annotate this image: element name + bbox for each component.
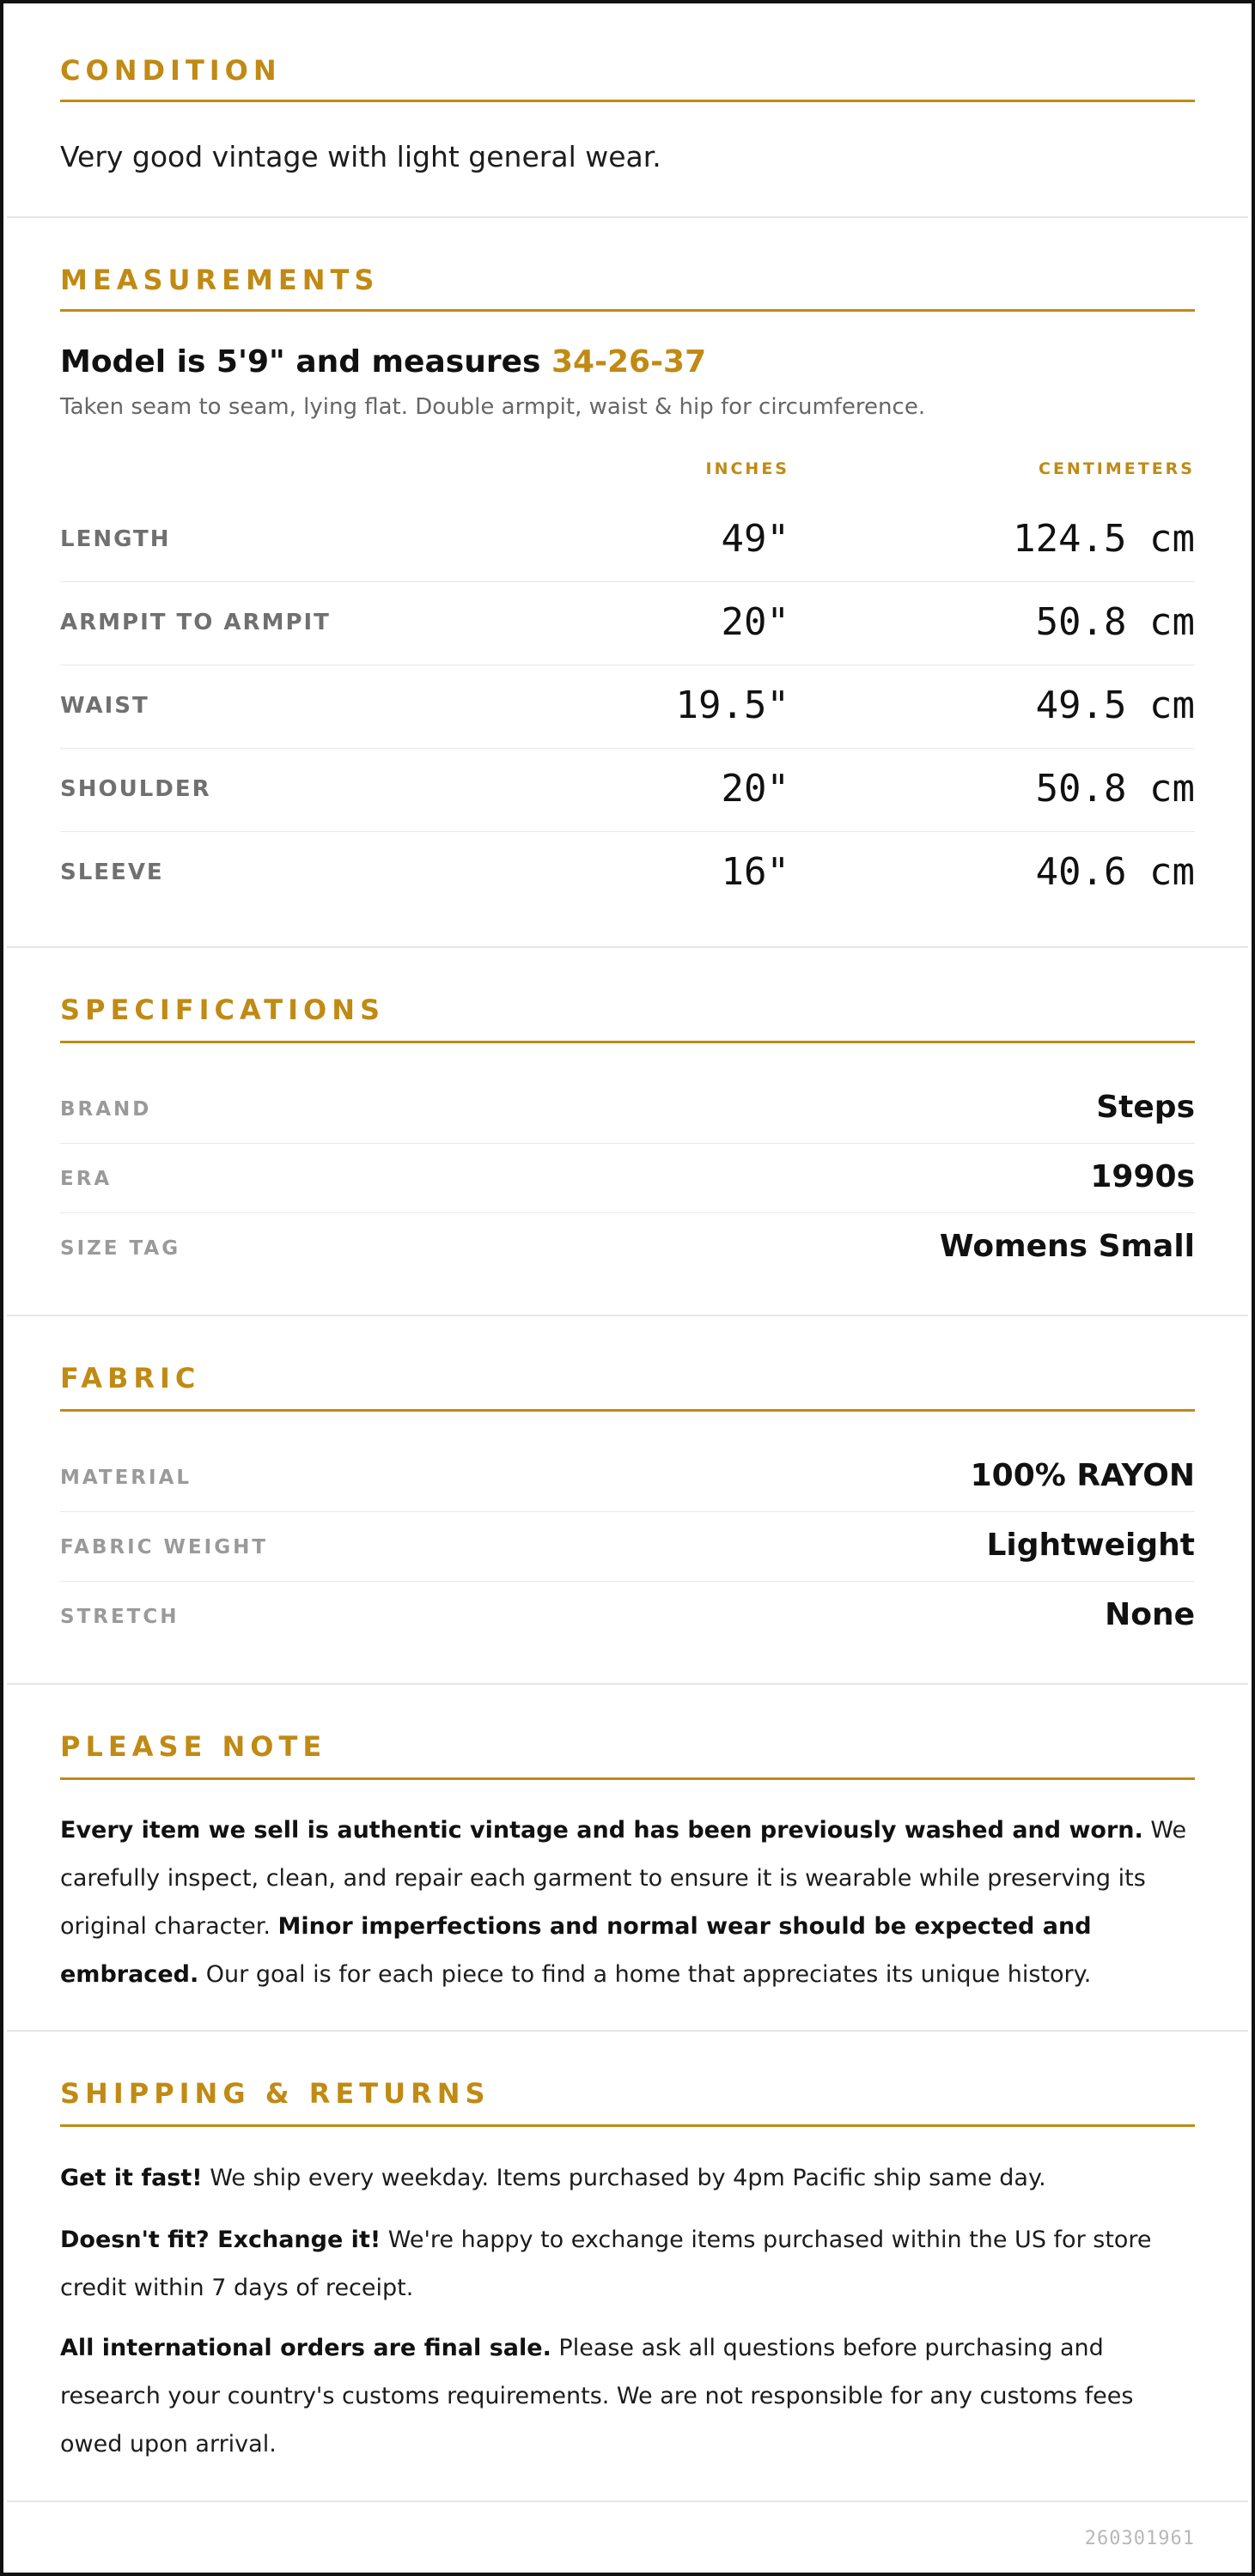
measurement-cm: 50.8 cm (1035, 600, 1195, 644)
measurement-inches: 20" (721, 600, 789, 644)
measurement-cm: 49.5 cm (1035, 683, 1195, 727)
measurement-inches: 19.5" (675, 683, 789, 727)
measurement-row (60, 665, 1195, 749)
measurement-cm: 40.6 cm (1035, 850, 1195, 894)
shipping-fast-text: We ship every weekday. Items purchased by 4pm Pacific ship same day. (202, 2165, 1046, 2191)
note-bold-authentic: Every item we sell is authentic vintage and has been previously washed and worn. (60, 1817, 1143, 1844)
fabric-heading: FABRIC (60, 1362, 201, 1394)
item-id: 260301961 (1084, 2528, 1195, 2549)
specifications-rule (60, 1041, 1195, 1043)
fabric-row (60, 1511, 1195, 1582)
spec-row (60, 1073, 1195, 1144)
shipping-section (7, 2032, 1248, 2502)
shipping-paragraph-fast (60, 2154, 1195, 2202)
fabric-row (60, 1442, 1195, 1512)
measurement-inches: 16" (721, 850, 789, 894)
measurement-row (60, 748, 1195, 832)
spec-row (60, 1143, 1195, 1213)
shipping-exchange-text: We're happy to exchange items purchased within the US for store credit within 7 days of receipt. (60, 2227, 1152, 2301)
measurement-row (60, 831, 1195, 914)
measurements-heading: MEASUREMENTS (60, 264, 380, 296)
shipping-heading: SHIPPING & RETURNS (60, 2077, 490, 2110)
spec-value: 1990s (1090, 1159, 1195, 1194)
fabric-row (60, 1581, 1195, 1650)
please-note-section (7, 1685, 1248, 2032)
condition-section (7, 3, 1248, 218)
measurement-row (60, 581, 1195, 665)
measurement-note: Taken seam to seam, lying flat. Double armpit, waist & hip for circumference. (60, 394, 926, 420)
measurement-label: SHOULDER (60, 776, 211, 802)
fabric-value: None (1105, 1597, 1195, 1632)
centimeters-column-header: CENTIMETERS (1039, 459, 1195, 478)
shipping-exchange-bold: Doesn't fit? Exchange it! (60, 2227, 381, 2253)
fabric-label: MATERIAL (60, 1467, 192, 1489)
measurement-row (60, 498, 1195, 582)
please-note-heading: PLEASE NOTE (60, 1730, 327, 1763)
specifications-heading: SPECIFICATIONS (60, 993, 386, 1026)
specifications-section (7, 948, 1248, 1316)
measurement-label: ARMPIT TO ARMPIT (60, 610, 331, 635)
spec-value: Womens Small (939, 1229, 1195, 1264)
note-text-goal: Our goal is for each piece to find a home that appreciates its unique history. (198, 1961, 1092, 1988)
note-text-inspect: We carefully inspect, clean, and repair each garment to ensure it is wearable while preserving its original character. (60, 1817, 1187, 1940)
measurement-cm: 50.8 cm (1035, 767, 1195, 811)
condition-rule (60, 100, 1195, 102)
fabric-rule (60, 1409, 1195, 1412)
fabric-section (7, 1316, 1248, 1685)
measurement-label: SLEEVE (60, 860, 164, 885)
model-prefix: Model is 5'9" and measures (60, 344, 551, 380)
inches-column-header: INCHES (705, 459, 789, 478)
measurement-inches: 49" (721, 517, 789, 561)
model-info (60, 341, 1195, 384)
fabric-value: 100% RAYON (970, 1458, 1195, 1493)
spec-value: Steps (1096, 1090, 1195, 1125)
note-bold-imperfections: Minor imperfections and normal wear should be expected and embraced. (60, 1913, 1092, 1988)
fabric-value: Lightweight (986, 1528, 1195, 1563)
shipping-paragraph-international (60, 2324, 1195, 2469)
fabric-label: STRETCH (60, 1606, 180, 1628)
shipping-international-text: Please ask all questions before purchasing and research your country's customs requirements. We are not responsible for any customs fees owed upon arrival. (60, 2335, 1134, 2458)
please-note-text (60, 1807, 1195, 1999)
measurements-rule (60, 309, 1195, 312)
condition-heading: CONDITION (60, 54, 282, 87)
model-measures: 34-26-37 (551, 344, 707, 380)
please-note-rule (60, 1777, 1195, 1780)
condition-text: Very good vintage with light general wear. (60, 140, 661, 173)
spec-label: ERA (60, 1168, 113, 1190)
shipping-paragraph-exchange (60, 2216, 1195, 2312)
shipping-fast-bold: Get it fast! (60, 2165, 203, 2191)
spec-label: BRAND (60, 1098, 152, 1121)
fabric-label: FABRIC WEIGHT (60, 1536, 269, 1558)
spec-label: SIZE TAG (60, 1237, 181, 1260)
measurement-inches: 20" (721, 767, 789, 811)
measurements-section (7, 218, 1248, 948)
measurement-label: WAIST (60, 693, 149, 719)
measurement-label: LENGTH (60, 526, 171, 552)
shipping-rule (60, 2124, 1195, 2127)
shipping-international-bold: All international orders are final sale. (60, 2335, 551, 2361)
measurement-cm: 124.5 cm (1013, 517, 1195, 561)
spec-row (60, 1212, 1195, 1282)
